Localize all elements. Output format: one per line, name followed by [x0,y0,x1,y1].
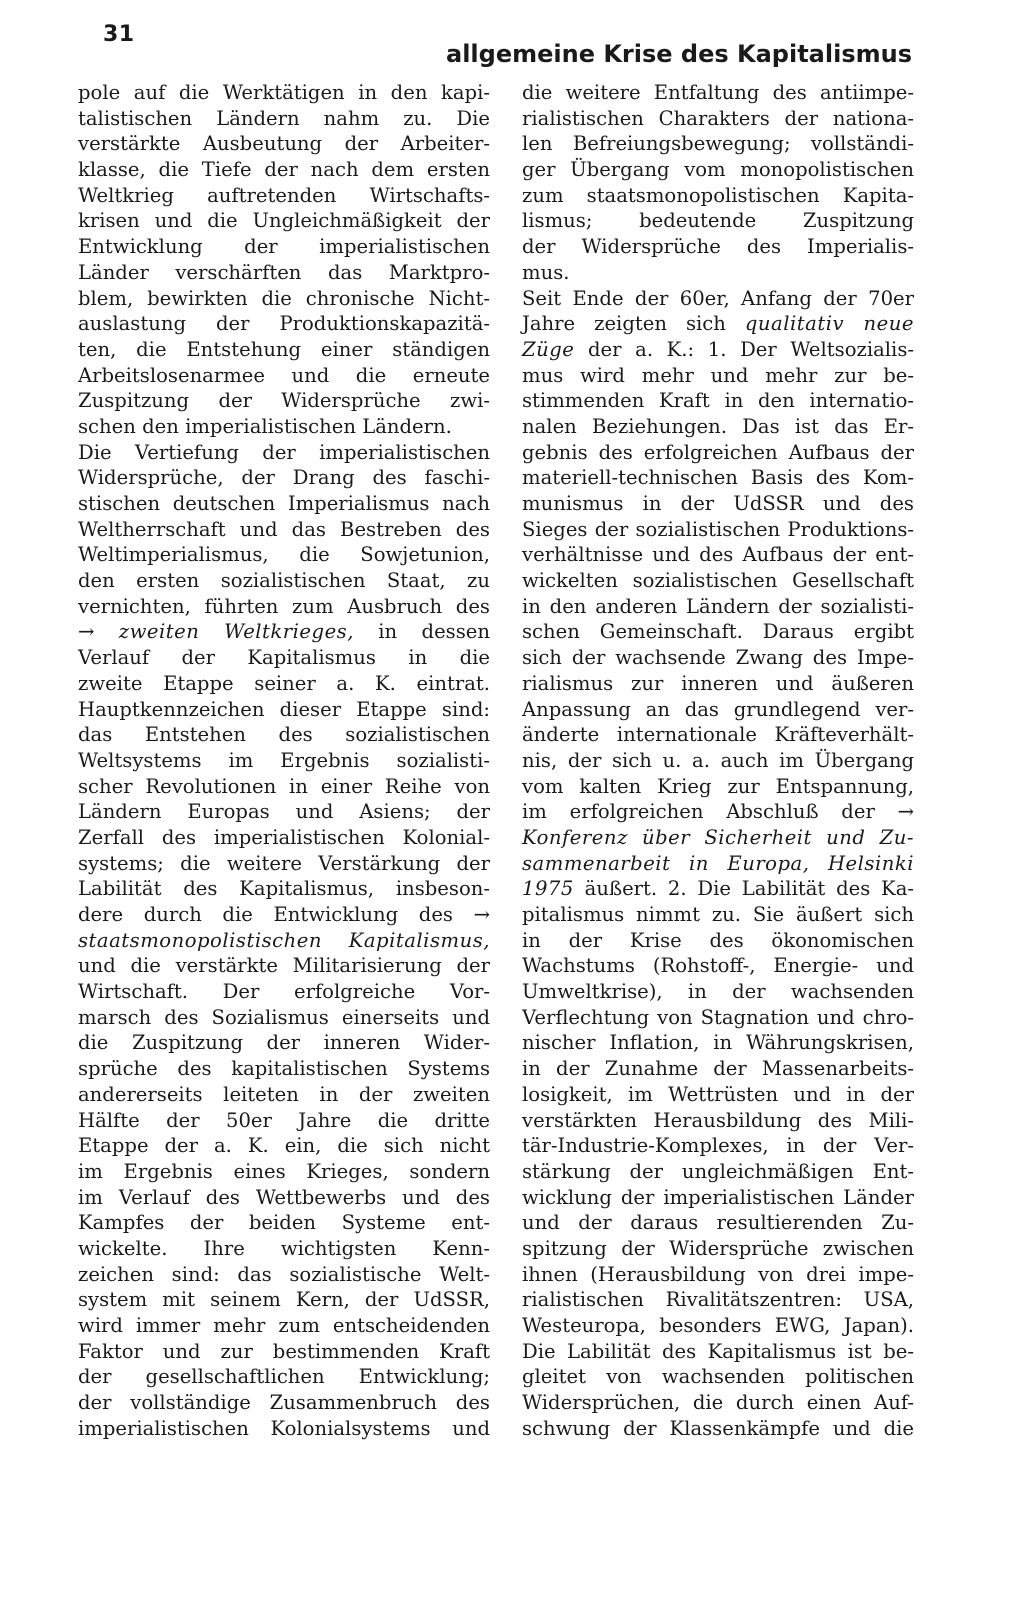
text-line [78,799,490,825]
line-text: Verflechtung von Stagnation und chro- [522,1005,914,1029]
text-line [78,1416,490,1442]
line-text: tär-Industrie-Komplexes, in der Ver- [522,1134,914,1158]
line-text: Seit Ende der 60er, Anfang der 70er [522,286,914,310]
text-line [522,697,914,723]
line-text: wird immer mehr zum entscheidenden [78,1314,490,1337]
line-text: Weltkrieg auftretenden Wirtschafts- [78,183,490,207]
text-line [522,953,914,979]
line-text: lismus; bedeutende Zuspitzung [522,209,914,233]
text-line [78,542,490,568]
emphasized-term: Konferenz über Sicherheit und Zu- [522,825,914,849]
text-line [78,1185,490,1211]
text-line [522,928,914,954]
line-text: in der Krise des ökonomischen [522,928,914,952]
line-text: imperialistischen Kolonialsystems und [78,1416,490,1440]
line-text: ihnen (Herausbildung von drei impe- [522,1262,914,1286]
text-line [78,825,490,851]
text-line [522,774,914,800]
text-line [522,311,914,337]
line-text: krisen und die Ungleichmäßigkeit der [78,209,490,233]
line-text: zeichen sind: das sozialistische Welt- [78,1262,490,1286]
line-text: der vollständige Zusammenbruch des [78,1391,490,1415]
text-line [522,722,914,748]
text-line [78,1210,490,1236]
text-line [522,183,914,209]
line-text: änderte internationale Kräfteverhält- [522,723,914,747]
text-line [78,465,490,491]
text-line [522,568,914,594]
line-text: Westeuropa, besonders EWG, Japan). [522,1314,914,1337]
text-line [522,1364,914,1390]
page-number: 31 [103,22,135,47]
line-text: wickelte. Ihre wichtigsten Kenn- [78,1236,490,1260]
line-text: Jahre zeigten sich [522,312,745,336]
text-line [522,208,914,234]
text-line [522,388,914,414]
line-text: Hauptkennzeichen dieser Etappe sind: [78,697,490,721]
text-line [522,337,914,363]
text-line [522,1133,914,1159]
text-line [78,1159,490,1185]
line-text: die weitere Entfaltung des antiimpe- [522,81,914,104]
line-text: Arbeitslosenarmee und die erneute [78,363,490,387]
line-text: wickelten sozialistischen Gesellschaft [522,569,914,593]
line-text: verstärkte Ausbeutung der Arbeiter- [78,132,490,156]
line-text: in der Zunahme der Massenarbeits- [522,1057,914,1081]
line-text: munismus in der UdSSR und des [522,492,914,515]
text-line [522,876,914,902]
line-text: nis, der sich u. a. auch im Übergang [522,748,914,772]
line-text: zum staatsmonopolistischen Kapita- [522,183,914,207]
text-line [78,1133,490,1159]
text-line [522,1416,914,1442]
line-text: schen den imperialistischen Ländern. [78,414,452,438]
line-text: rialistischen Rivalitätszentren: USA, [522,1288,914,1312]
text-line [522,260,914,286]
line-text: verhältnisse und des Aufbaus der ent- [522,543,914,567]
text-line [78,1030,490,1056]
line-text: der Widersprüche des Imperialis- [522,235,914,259]
text-line [78,748,490,774]
emphasized-term: Züge [522,337,575,361]
line-text: losigkeit, im Wettrüsten und in der [522,1082,914,1106]
text-line [78,1005,490,1031]
text-line [78,774,490,800]
line-text: ger Übergang vom monopolistischen [522,158,914,182]
line-text: → [78,620,119,644]
text-column-right [522,80,914,1441]
line-text: len Befreiungsbewegung; vollständi- [522,132,914,156]
text-line [522,414,914,440]
text-line [78,517,490,543]
text-line [78,1364,490,1390]
text-line [78,1313,490,1339]
line-text: Wachstums (Rohstoff-, Energie- und [522,954,914,978]
emphasized-term: zweiten Weltkrieges, [118,620,354,644]
line-text: gleitet von wachsenden politischen [522,1365,914,1389]
line-text: andererseits leiteten in der zweiten [78,1082,490,1106]
line-text: pole auf die Werktätigen in den kapi- [78,81,490,104]
text-line [522,825,914,851]
line-text: blem, bewirkten die chronische Nicht- [78,286,490,310]
text-line [522,1339,914,1365]
text-line [78,953,490,979]
line-text: Weltsystems im Ergebnis sozialisti- [78,748,490,772]
text-line [78,1108,490,1134]
text-line [522,80,914,106]
text-line [78,286,490,312]
line-text: das Entstehen des sozialistischen [78,723,490,747]
line-text: stimmenden Kraft in den internatio- [522,389,914,413]
line-text: nischer Inflation, in Währungskrisen, [522,1031,914,1055]
text-line [78,440,490,466]
text-line [78,260,490,286]
text-line [78,106,490,132]
text-line [522,1210,914,1236]
line-text: marsch des Sozialismus einerseits und [78,1005,490,1029]
text-line [522,1185,914,1211]
text-line [522,1287,914,1313]
line-text: dere durch die Entwicklung des → [78,903,490,926]
text-line [522,1236,914,1262]
text-line [78,1236,490,1262]
line-text: mus wird mehr und mehr zur be- [522,363,914,387]
text-line [78,363,490,389]
text-line [522,542,914,568]
emphasized-term: sammenarbeit in Europa, Helsinki [522,851,914,875]
line-text: Labilität des Kapitalismus, insbeson- [78,877,490,901]
line-text: die Zuspitzung der inneren Wider- [78,1031,490,1055]
text-line [78,1262,490,1288]
line-text: spitzung der Widersprüche zwischen [522,1236,914,1260]
text-line [78,388,490,414]
text-line [522,517,914,543]
line-text: den ersten sozialistischen Staat, zu [78,569,490,593]
text-line [522,1056,914,1082]
line-text: und die verstärkte Militarisierung der [78,954,490,978]
text-line [78,183,490,209]
text-line [522,902,914,928]
text-line [522,851,914,877]
line-text: vom kalten Krieg zur Entspannung, [522,774,914,798]
line-text: Sieges der sozialistischen Produktions- [522,517,914,541]
text-line [522,671,914,697]
emphasized-term: 1975 [522,877,574,901]
text-line [78,234,490,260]
text-line [522,1108,914,1134]
line-text: Die Labilität des Kapitalismus ist be- [522,1339,914,1363]
line-text: zweite Etappe seiner a. K. eintrat. [78,671,490,695]
line-text: Widersprüchen, die durch einen Auf- [522,1391,914,1415]
line-text: Die Vertiefung der imperialistischen [78,440,490,464]
text-line [522,363,914,389]
line-text: rialismus zur inneren und äußeren [522,671,914,695]
text-line [522,1313,914,1339]
running-head: allgemeine Krise des Kapitalismus [446,40,912,68]
line-text: scher Revolutionen in einer Reihe von [78,774,490,798]
line-text: Widersprüche, der Drang des faschi- [78,466,490,490]
line-text: Umweltkrise), in der wachsenden [522,980,914,1004]
line-text: Zuspitzung der Widersprüche zwi- [78,389,490,413]
line-text: Anpassung an das grundlegend ver- [522,697,914,721]
line-text: materiell-technischen Basis des Kom- [522,466,914,490]
line-text: Länder verschärften das Marktpro- [78,260,490,284]
emphasized-term: staatsmonopolistischen Kapitalismus, [78,928,490,952]
text-line [78,1287,490,1313]
text-line [78,311,490,337]
line-text: schwung der Klassenkämpfe und die [522,1416,914,1440]
text-line [78,1082,490,1108]
text-line [522,465,914,491]
text-line [78,1390,490,1416]
text-line [522,645,914,671]
text-line [78,157,490,183]
text-line [522,1005,914,1031]
text-line [522,1390,914,1416]
text-line [522,748,914,774]
text-line [78,1339,490,1365]
line-text: der a. K.: 1. Der Weltsozialis- [574,337,914,361]
text-line [78,619,490,645]
line-text: Wirtschaft. Der erfolgreiche Vor- [78,980,490,1004]
line-text: wicklung der imperialistischen Länder [522,1185,914,1209]
line-text: im erfolgreichen Abschluß der → [522,800,914,824]
line-text: system mit seinem Kern, der UdSSR, [78,1288,490,1312]
text-line [522,594,914,620]
text-line [78,928,490,954]
line-text: der gesellschaftlichen Entwicklung; [78,1365,490,1389]
line-text: verstärkten Herausbildung des Mili- [522,1108,914,1132]
line-text: ten, die Entstehung einer ständigen [78,337,490,361]
line-text: mus. [522,260,570,284]
line-text: systems; die weitere Verstärkung der [78,851,490,875]
line-text: sich der wachsende Zwang des Impe- [522,646,914,670]
line-text: vernichten, führten zum Ausbruch des [78,594,490,618]
text-line [522,106,914,132]
line-text: im Verlauf des Wettbewerbs und des [78,1185,490,1209]
text-line [78,697,490,723]
line-text: Verlauf der Kapitalismus in die [78,646,490,670]
text-line [78,131,490,157]
text-line [522,440,914,466]
text-column-left [78,80,490,1441]
text-line [78,208,490,234]
line-text: äußert. 2. Die Labilität des Ka- [573,877,914,901]
line-text: im Ergebnis eines Krieges, sondern [78,1159,490,1183]
text-line [522,1030,914,1056]
text-line [78,414,490,440]
line-text: in den anderen Ländern der sozialisti- [522,594,914,618]
text-line [522,799,914,825]
line-text: Etappe der a. K. ein, die sich nicht [78,1134,490,1158]
line-text: Ländern Europas und Asiens; der [78,800,490,824]
text-line [78,568,490,594]
line-text: rialistischen Charakters der nationa- [522,106,914,130]
line-text: Zerfall des imperialistischen Kolonial- [78,825,490,849]
text-line [78,337,490,363]
text-line [522,491,914,517]
text-line [78,1056,490,1082]
text-line [78,902,490,928]
line-text: Kampfes der beiden Systeme ent- [78,1211,490,1235]
text-line [78,594,490,620]
text-line [522,286,914,312]
line-text: stischen deutschen Imperialismus nach [78,492,490,515]
text-line [522,979,914,1005]
line-text: Entwicklung der imperialistischen [78,235,490,259]
line-text: und der daraus resultierenden Zu- [522,1211,914,1235]
text-line [78,80,490,106]
line-text: stärkung der ungleichmäßigen Ent- [522,1159,914,1183]
line-text: gebnis des erfolgreichen Aufbaus der [522,440,914,464]
text-line [78,876,490,902]
text-line [78,491,490,517]
line-text: talistischen Ländern nahm zu. Die [78,106,490,130]
text-line [522,1262,914,1288]
emphasized-term: qualitativ neue [744,312,914,336]
line-text: pitalismus nimmt zu. Sie äußert sich [522,903,914,926]
text-line [522,157,914,183]
line-text: Hälfte der 50er Jahre die dritte [78,1108,490,1132]
line-text: Faktor und zur bestimmenden Kraft [78,1339,490,1363]
text-line [78,645,490,671]
line-text: auslastung der Produktionskapazitä- [78,312,490,336]
text-line [522,1159,914,1185]
line-text: sprüche des kapitalistischen Systems [78,1057,490,1081]
line-text: schen Gemeinschaft. Daraus ergibt [522,620,914,644]
text-line [522,619,914,645]
line-text: Weltimperialismus, die Sowjetunion, [78,543,490,567]
line-text: Weltherrschaft und das Bestreben des [78,517,490,541]
text-line [78,851,490,877]
text-line [78,722,490,748]
line-text: klasse, die Tiefe der nach dem ersten [78,158,490,182]
line-text: nalen Beziehungen. Das ist das Er- [522,414,914,438]
text-line [522,131,914,157]
text-line [522,1082,914,1108]
text-line [78,979,490,1005]
line-text: in dessen [353,620,490,644]
text-line [78,671,490,697]
text-line [522,234,914,260]
